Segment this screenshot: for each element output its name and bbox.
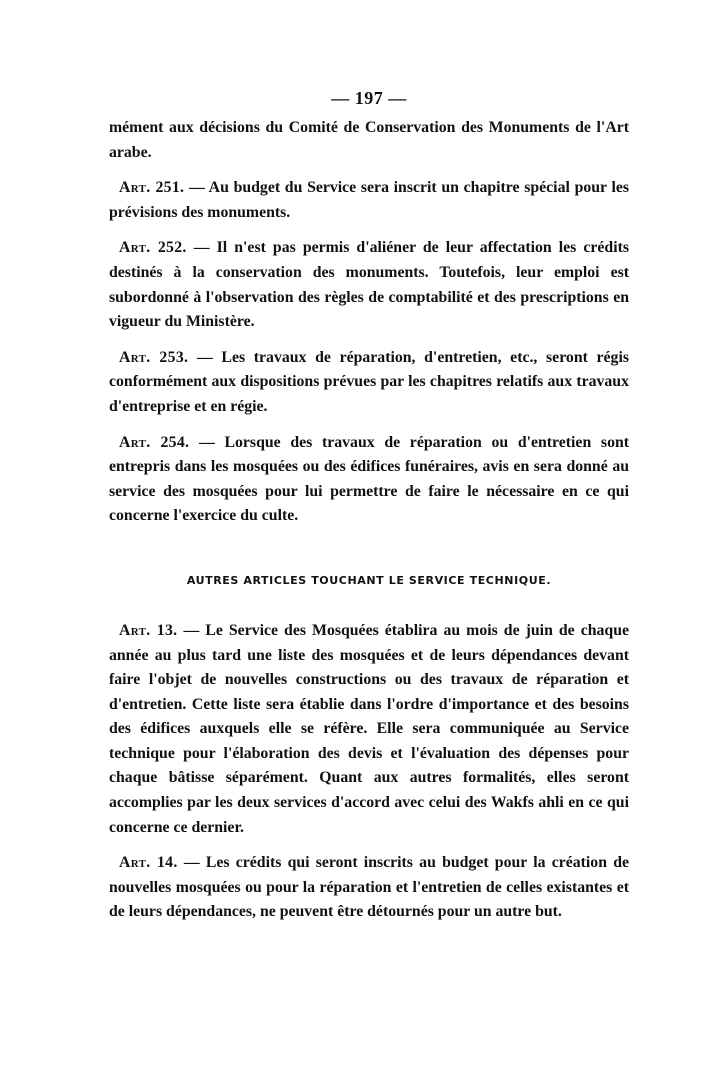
- page-number: — 197 —: [331, 88, 407, 108]
- article-label: Art. 252.: [119, 239, 187, 257]
- article-label: Art. 254.: [119, 433, 190, 451]
- article-254: [109, 431, 629, 529]
- article-text: — Les travaux de réparation, d'entretien, etc., seront régis conformément aux dispositions prévues par les chapitres relatifs aux travaux d'entreprise et en régie.: [109, 348, 629, 415]
- section-heading: AUTRES ARTICLES TOUCHANT LE SERVICE TECHNIQUE.: [186, 573, 552, 587]
- article-253: [109, 346, 629, 420]
- article-text: — Les crédits qui seront inscrits au budget pour la création de nouvelles mosquées ou pour la réparation et l'entretien de celles existantes et de leurs dépendances, ne peuvent être détournés pour un autre but.: [109, 854, 629, 921]
- intro-paragraph: mément aux décisions du Comité de Conservation des Monuments de l'Art arabe.: [109, 119, 629, 161]
- article-text: — Le Service des Mosquées établira au mois de juin de chaque année au plus tard une liste des mosquées et de leurs dépendances devant faire l'objet de nouvelles constructions ou des travaux de réparation et d'entretien. Cette liste sera établie dans l'ordre d'importance et des besoins des édifices auxquels elle se réfère. Elle sera communiquée au Service technique pour l'élaboration des devis et l'évaluation des dépenses pour chaque bâtisse séparément. Quant aux autres formalités, elles seront accomplies par les deux services d'accord avec celui des Wakfs ahli en ce qui concerne ce dernier.: [109, 621, 629, 836]
- article-label: Art. 253.: [119, 348, 189, 366]
- article-text: — Il n'est pas permis d'aliéner de leur affectation les crédits destinés à la conservation des monuments. Toutefois, leur emploi est subordonné à l'observation des règles de comptabilité et des prescriptions en vigueur du Ministère.: [109, 239, 630, 331]
- article-label: Art. 13.: [119, 621, 178, 639]
- article-text: — Lorsque des travaux de réparation ou d'entretien sont entrepris dans les mosquées ou des édifices funéraires, avis en sera donné au service des mosquées pour lui permettre de faire le nécessaire en ce qui concerne l'exercice du culte.: [109, 433, 630, 525]
- article-14: [109, 851, 629, 925]
- article-label: Art. 14.: [119, 854, 178, 872]
- article-251: [109, 176, 629, 225]
- document-page: [109, 86, 629, 925]
- article-252: [109, 236, 629, 334]
- article-text: — Au budget du Service sera inscrit un chapitre spécial pour les prévisions des monuments.: [109, 179, 630, 221]
- article-label: Art. 251.: [119, 179, 185, 197]
- article-13: [109, 619, 629, 840]
